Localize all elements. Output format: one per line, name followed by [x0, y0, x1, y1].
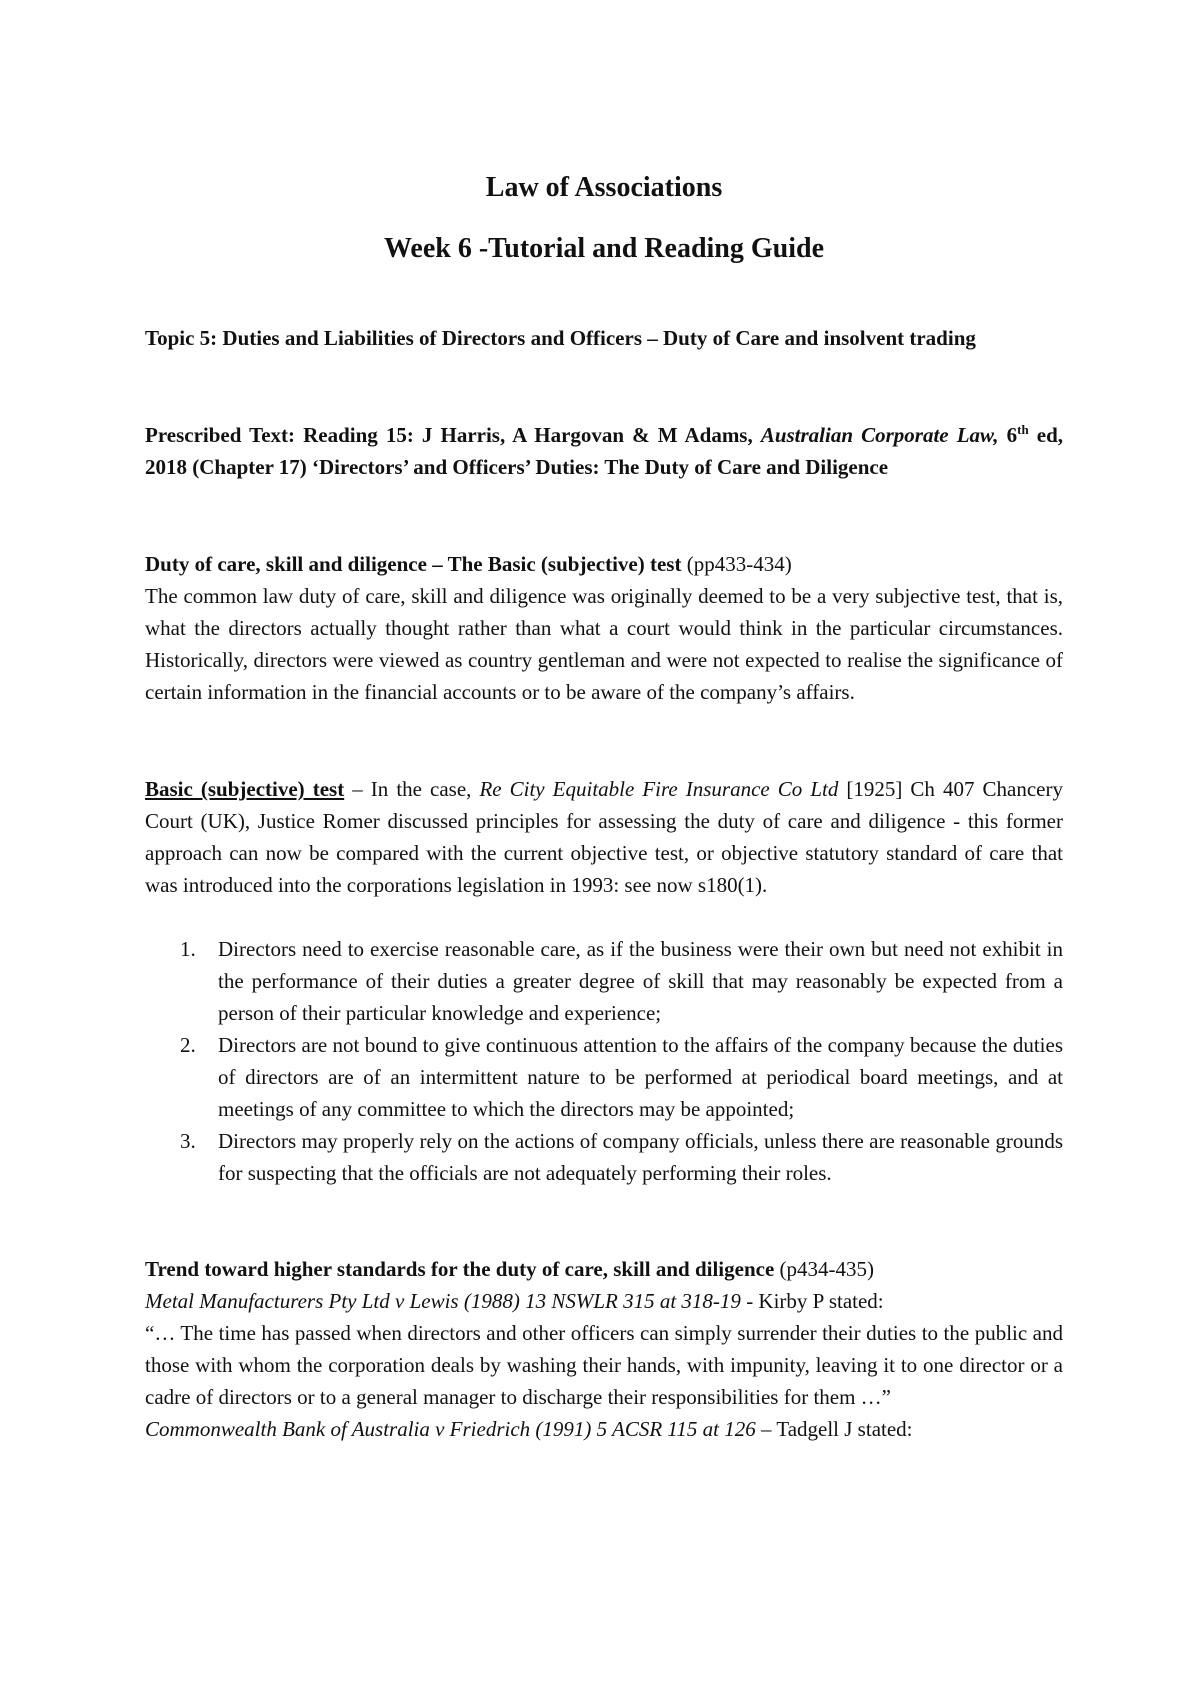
- list-item: [145, 933, 1063, 1029]
- list-item-number: 1.: [180, 937, 196, 961]
- prescribed-prefix: Prescribed Text: Reading 15: J Harris, A Hargovan & M Adams,: [145, 423, 761, 447]
- case-metal-manufacturers: Metal Manufacturers Pty Ltd v Lewis (1988) 13 NSWLR 315 at 318-19: [145, 1289, 741, 1313]
- prescribed-suffix: ed, 2018 (Chapter 17) ‘Directors’ and Officers’ Duties: The Duty of Care and Diligence: [145, 423, 1064, 479]
- book-title-part-2: Law,: [956, 423, 999, 447]
- section1-pages: (pp433-434): [681, 552, 792, 576]
- section-higher-standards: [145, 1253, 1063, 1445]
- section2-lead: – In the case,: [344, 777, 480, 801]
- principles-list: [145, 933, 1063, 1189]
- edition-superscript: th: [1017, 422, 1029, 437]
- kirby-quote: “… The time has passed when directors and other officers can simply surrender their duties to the public and those with whom the corporation deals by washing their hands, with impunity, leaving it to one director or a cadre of directors or to a general manager to discharge their responsibilities for them …”: [145, 1321, 1063, 1409]
- section2-heading: Basic (subjective) test: [145, 777, 345, 801]
- case-re-city-equitable: Re City Equitable Fire Insurance Co Ltd: [479, 777, 839, 801]
- list-item-text: Directors are not bound to give continuous attention to the affairs of the company because the duties of directors are of an intermittent nature to be performed at periodical board meetings, and at meetings of any committee to which the directors may be appointed;: [218, 1033, 1063, 1121]
- list-item-number: 3.: [180, 1129, 196, 1153]
- section1-body: The common law duty of care, skill and diligence was originally deemed to be a very subjective test, that is, what the directors actually thought rather than what a court would think in the particular circumstances. Historically, directors were viewed as country gentleman and were not expected to realise the significance of certain information in the financial accounts or to be aware of the company’s affairs.: [145, 584, 1063, 704]
- section-duty-of-care: [145, 548, 1063, 708]
- document-title: Law of Associations: [485, 172, 723, 203]
- section1-heading: Duty of care, skill and diligence – The Basic (subjective) test: [145, 552, 682, 576]
- section-basic-test: [145, 773, 1063, 901]
- book-title-part-1: Australian Corporate: [760, 423, 949, 447]
- section2-body: [1925] Ch 407 Chancery Court (UK), Justice Romer discussed principles for assessing the duty of care and diligence - this former approach can now be compared with the current objective test, or objective statutory standard of care that was introduced into the corporations legislation in 1993: see now s180(1).: [145, 777, 1063, 897]
- list-item: [145, 1029, 1063, 1125]
- document-subtitle: Week 6 -Tutorial and Reading Guide: [383, 233, 825, 264]
- section3-heading: Trend toward higher standards for the duty of care, skill and diligence: [145, 1257, 775, 1281]
- list-item: [145, 1125, 1063, 1189]
- list-item-text: Directors need to exercise reasonable care, as if the business were their own but need not exhibit in the performance of their duties a greater degree of skill that may reasonably be expected from a person of their particular knowledge and experience;: [218, 937, 1063, 1025]
- section3-pages: (p434-435): [774, 1257, 875, 1281]
- prescribed-text: [145, 419, 1063, 483]
- topic-line: Topic 5: Duties and Liabilities of Directors and Officers – Duty of Care and insolvent trading: [145, 326, 976, 350]
- list-item-text: Directors may properly rely on the actions of company officials, unless there are reasonable grounds for suspecting that the officials are not adequately performing their roles.: [218, 1129, 1063, 1185]
- list-item-number: 2.: [180, 1033, 196, 1057]
- case-commonwealth-bank: Commonwealth Bank of Australia v Friedrich (1991) 5 ACSR 115 at 126: [145, 1417, 756, 1441]
- edition-number: 6: [998, 423, 1018, 447]
- case2-suffix: – Tadgell J stated:: [755, 1417, 913, 1441]
- case1-suffix: - Kirby P stated:: [740, 1289, 884, 1313]
